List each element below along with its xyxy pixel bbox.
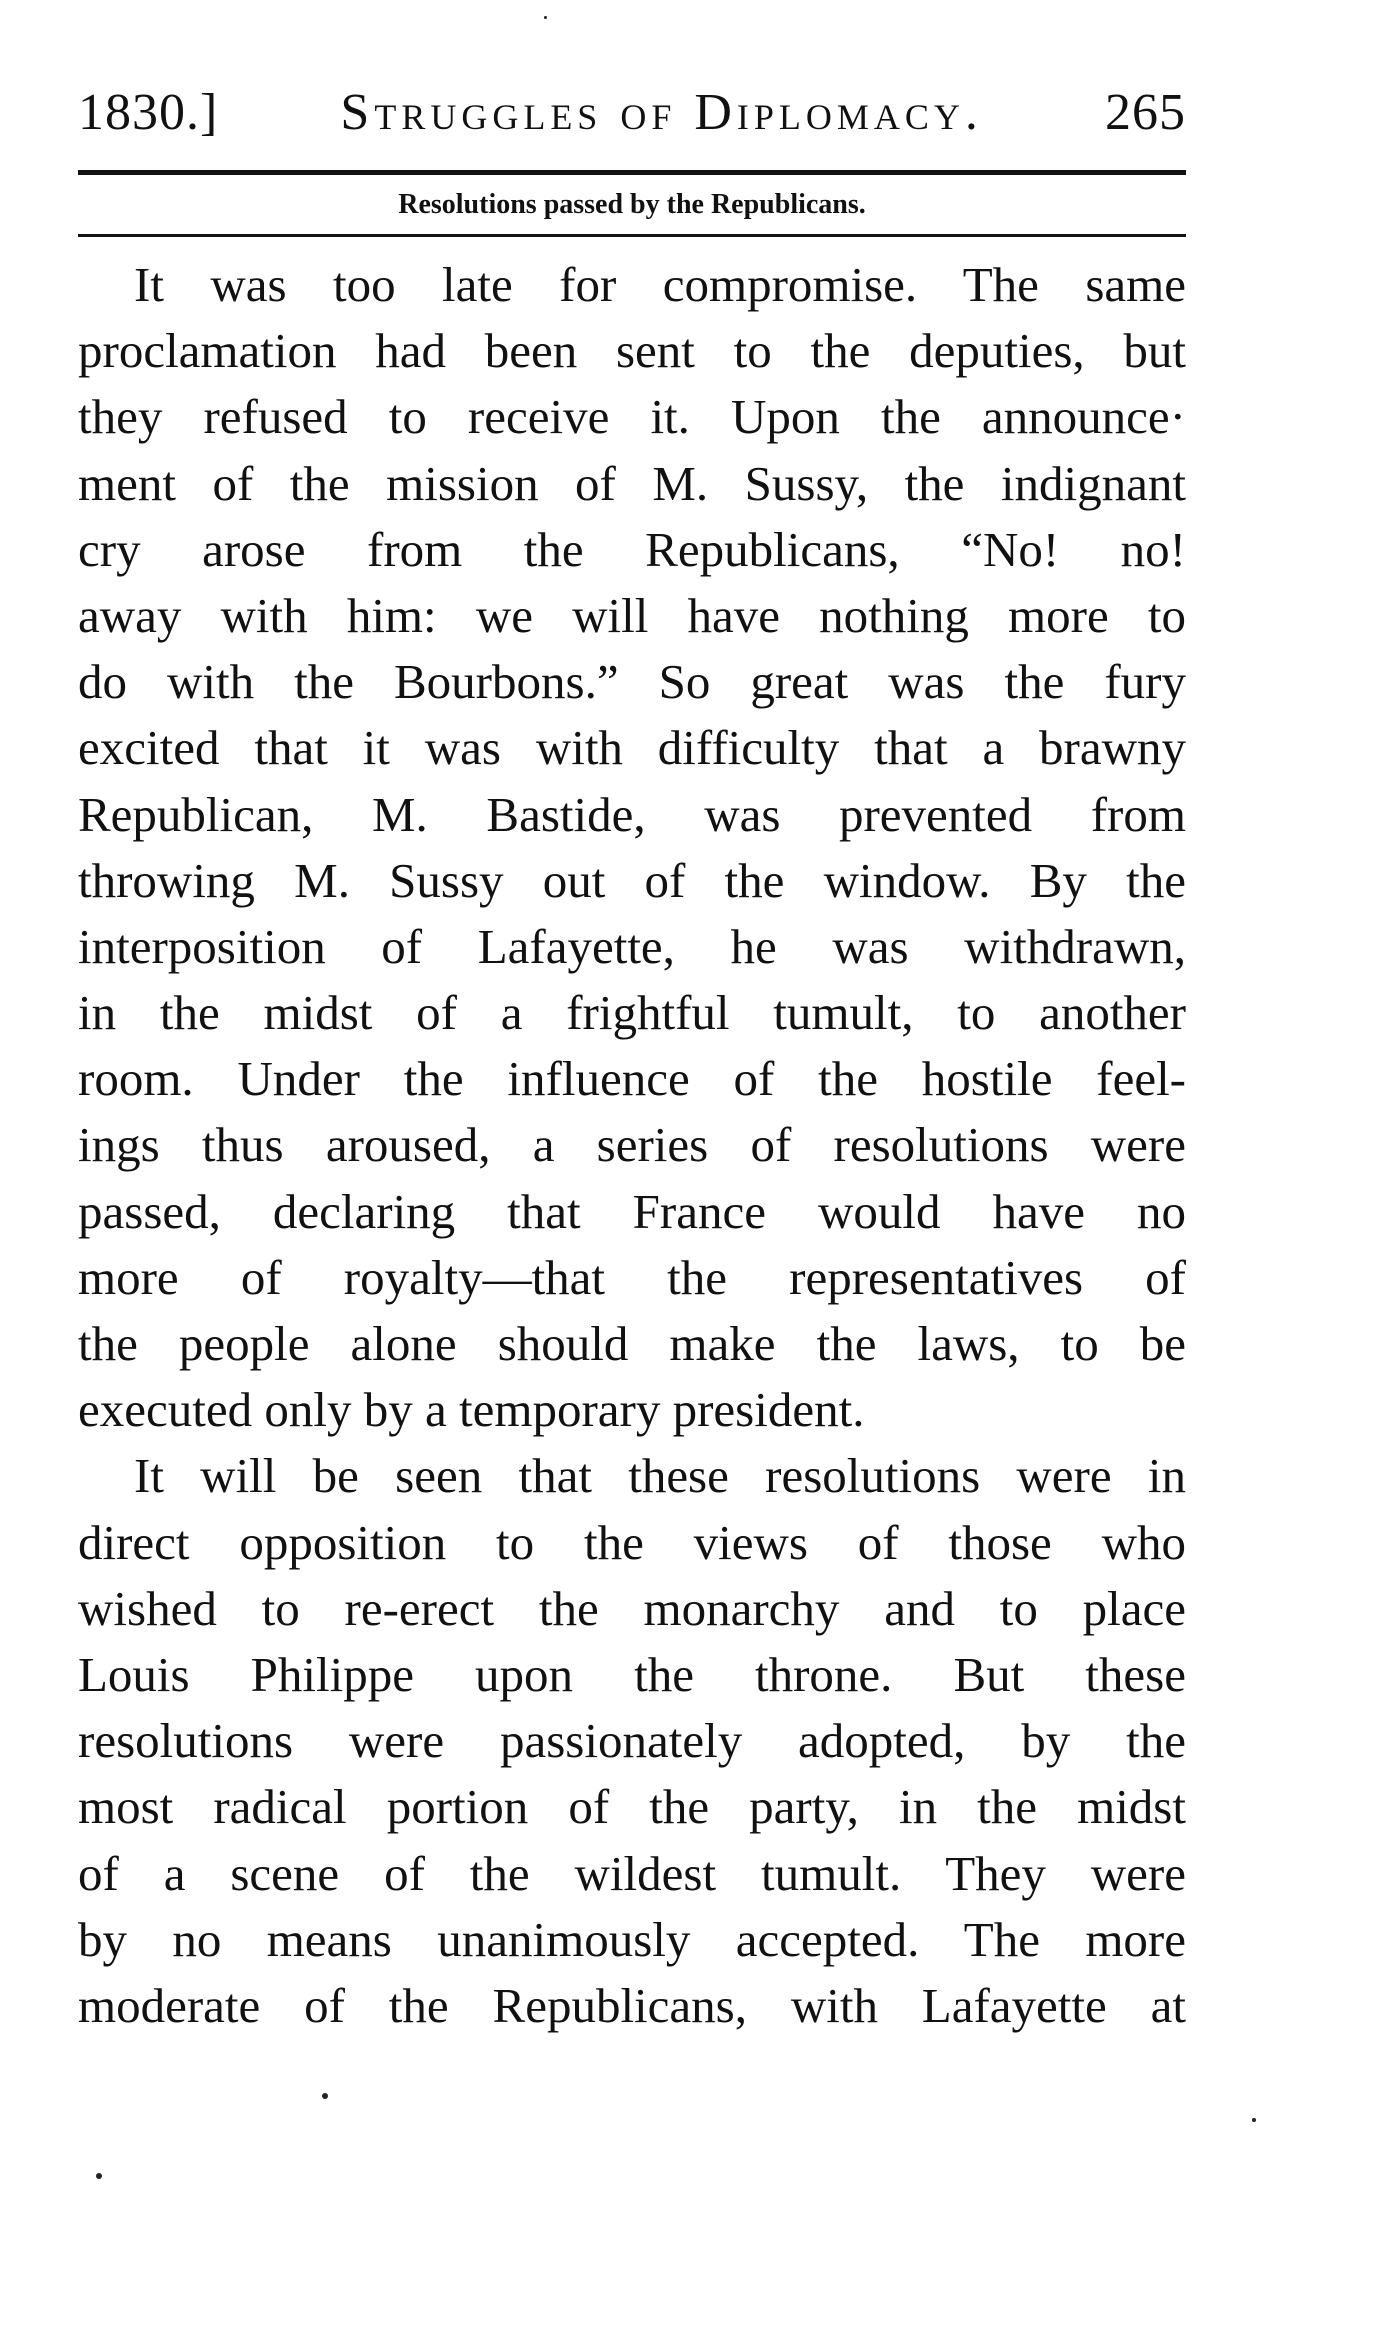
text-line: It was too late for compromise. The same — [134, 257, 1186, 312]
text-line: away with him: we will have nothing more to — [78, 587, 1186, 643]
header-title: Struggles of Diplomacy. — [340, 84, 983, 141]
text-line: Louis Philippe upon the throne. But these — [78, 1646, 1186, 1702]
text-line: direct opposition to the views of those who — [78, 1514, 1186, 1570]
text-line: It will be seen that these resolutions were in — [134, 1448, 1186, 1504]
text-line: the people alone should make the laws, to be — [78, 1316, 1186, 1371]
header-rule — [78, 170, 1186, 175]
body-text — [78, 252, 1186, 2039]
running-head — [78, 78, 1186, 148]
text-line: moderate of the Republicans, with Lafayette at — [78, 1977, 1186, 2033]
text-line: proclamation had been sent to the deputies, but — [78, 323, 1186, 379]
text-line: throwing M. Sussy out of the window. By the — [78, 852, 1186, 908]
scan-speck — [544, 16, 547, 19]
text-line: more of royalty—that the representatives of — [78, 1249, 1186, 1305]
text-line: in the midst of a frightful tumult, to another — [78, 985, 1186, 1041]
text-line: Republican, M. Bastide, was prevented from — [78, 786, 1186, 842]
text-line: ings thus aroused, a series of resolutions were — [78, 1117, 1186, 1173]
text-line: interposition of Lafayette, he was withdrawn, — [78, 918, 1186, 974]
text-line: passed, declaring that France would have no — [78, 1183, 1186, 1239]
text-line: ment of the mission of M. Sussy, the indignant — [78, 455, 1186, 511]
text-line: cry arose from the Republicans, “No! no! — [78, 521, 1186, 577]
text-line: of a scene of the wildest tumult. They were — [78, 1845, 1186, 1901]
section-subheading: Resolutions passed by the Republicans. — [398, 189, 866, 220]
scan-speck — [96, 2173, 102, 2179]
text-line: do with the Bourbons.” So great was the fury — [78, 654, 1186, 710]
subheading-rule — [78, 234, 1186, 237]
book-page — [78, 0, 1186, 2335]
scan-speck — [322, 2093, 328, 2099]
scan-speck — [1252, 2118, 1256, 2122]
text-line: by no means unanimously accepted. The more — [78, 1911, 1186, 1967]
text-line: resolutions were passionately adopted, by the — [78, 1713, 1186, 1769]
text-line: wished to re-erect the monarchy and to place — [78, 1580, 1186, 1636]
text-line: most radical portion of the party, in the midst — [78, 1779, 1186, 1835]
text-line: executed only by a temporary president. — [78, 1382, 865, 1438]
text-line: they refused to receive it. Upon the announce· — [78, 389, 1186, 445]
header-year: 1830.] — [78, 84, 219, 141]
text-line: excited that it was with difficulty that a brawny — [78, 720, 1186, 776]
page-number: 265 — [1105, 84, 1186, 141]
text-line: room. Under the influence of the hostile feel- — [78, 1051, 1186, 1107]
